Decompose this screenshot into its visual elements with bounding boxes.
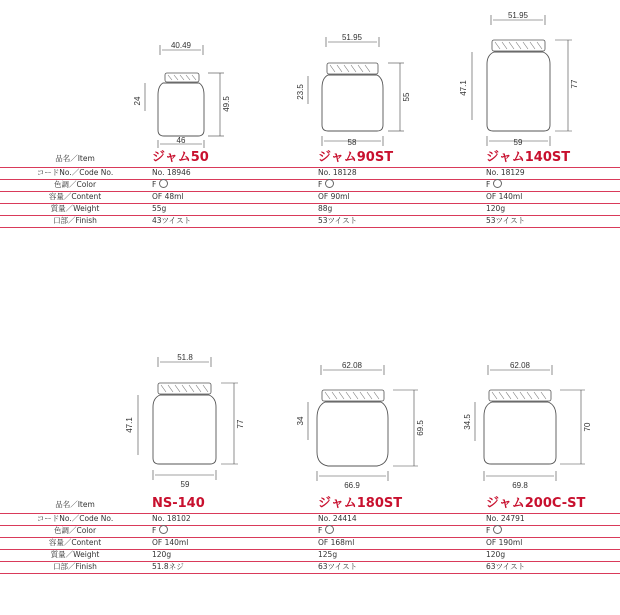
finish-value: 53ツイスト: [486, 216, 526, 225]
color-swatch-icon: [325, 525, 334, 534]
jar-drawing-jam180st: [296, 361, 425, 490]
content-value: OF 190ml: [486, 538, 523, 547]
dim-bottom-label: 58: [347, 138, 357, 147]
spec-row-content: [0, 537, 620, 549]
dim-left-label: 34: [296, 416, 305, 426]
color-value: F: [318, 180, 323, 189]
dim-bottom-label: 59: [513, 138, 523, 147]
jar-drawing-jam90st: [296, 33, 411, 147]
product-name: ジャム50: [152, 150, 209, 165]
product-name: ジャム90ST: [318, 150, 394, 165]
spec-row-finish: [0, 215, 620, 227]
dim-bottom-label: 69.8: [512, 481, 528, 490]
color-value: F: [318, 526, 323, 535]
dim-top-label: 40.49: [170, 41, 192, 50]
spec-row-item: [0, 496, 620, 511]
label-color: 色調／Color: [53, 526, 97, 535]
label-weight: 質量／Weight: [50, 204, 100, 213]
dim-right-label: 77: [236, 419, 245, 429]
product-name: ジャム200C-ST: [486, 496, 586, 511]
code-value: No. 18946: [152, 168, 191, 177]
color-value: F: [152, 526, 157, 535]
content-value: OF 168ml: [318, 538, 355, 547]
dim-left-label: 34.5: [463, 414, 472, 430]
weight-value: 88g: [318, 204, 333, 213]
weight-value: 120g: [486, 204, 506, 213]
weight-value: 120g: [486, 550, 506, 559]
jar-drawings-top: [0, 0, 620, 160]
dim-top-label: 51.95: [507, 11, 529, 20]
color-value: F: [486, 180, 491, 189]
jar-drawings-bottom: [0, 340, 620, 500]
dim-right-label: 55: [402, 92, 411, 102]
color-swatch-icon: [159, 179, 168, 188]
dim-left-label: 47.1: [459, 80, 468, 96]
finish-value: 51.8ネジ: [152, 562, 184, 571]
color-value: F: [152, 180, 157, 189]
dim-right-label: 70: [583, 422, 592, 432]
finish-value: 53ツイスト: [318, 216, 358, 225]
label-finish: 口部／Finish: [53, 562, 97, 571]
spec-row-color: [0, 179, 620, 191]
jar-drawing-jam50: [133, 41, 231, 148]
dim-bottom-label: 66.9: [344, 481, 360, 490]
product-block-bottom: [0, 340, 620, 615]
label-content: 容量／Content: [48, 192, 102, 201]
dim-right-label: 77: [570, 79, 579, 89]
dim-left-label: 47.1: [125, 417, 134, 433]
spec-row-finish: [0, 561, 620, 573]
color-swatch-icon: [325, 179, 334, 188]
label-color: 色調／Color: [53, 180, 97, 189]
weight-value: 55g: [152, 204, 167, 213]
spec-row-content: [0, 191, 620, 203]
dim-bottom-label: 59: [180, 480, 190, 489]
label-item: 品名／Item: [55, 154, 95, 163]
spec-row-color: [0, 525, 620, 537]
dim-top-label: 51.95: [341, 33, 363, 42]
color-swatch-icon: [493, 525, 502, 534]
weight-value: 120g: [152, 550, 172, 559]
dim-top-label: 62.08: [341, 361, 363, 370]
code-value: No. 18102: [152, 514, 191, 523]
product-name: NS-140: [152, 496, 205, 511]
color-value: F: [486, 526, 491, 535]
dim-top-label: 51.8: [177, 353, 193, 362]
finish-value: 43ツイスト: [152, 216, 192, 225]
dim-top-label: 62.08: [509, 361, 531, 370]
spec-row-code: [0, 513, 620, 525]
label-code: コードNo.／Code No.: [36, 168, 114, 177]
color-swatch-icon: [159, 525, 168, 534]
label-weight: 質量／Weight: [50, 550, 100, 559]
weight-value: 125g: [318, 550, 338, 559]
content-value: OF 48ml: [152, 192, 184, 201]
color-swatch-icon: [493, 179, 502, 188]
code-value: No. 18129: [486, 168, 525, 177]
label-content: 容量／Content: [48, 538, 102, 547]
dim-left-label: 24: [133, 96, 142, 106]
product-name: ジャム140ST: [486, 150, 571, 165]
jar-drawing-jam140st: [459, 11, 579, 147]
dim-right-label: 69.5: [416, 420, 425, 436]
spec-row-code: [0, 167, 620, 179]
dim-left-label: 23.5: [296, 84, 305, 100]
dim-right-label: 49.5: [222, 96, 231, 112]
finish-value: 63ツイスト: [486, 562, 526, 571]
code-value: No. 18128: [318, 168, 357, 177]
content-value: OF 140ml: [486, 192, 523, 201]
dim-bottom-label: 46: [176, 136, 186, 145]
product-block-top: [0, 0, 620, 240]
code-value: No. 24414: [318, 514, 357, 523]
code-value: No. 24791: [486, 514, 525, 523]
spec-row-item: [0, 150, 620, 165]
content-value: OF 140ml: [152, 538, 189, 547]
label-item: 品名／Item: [55, 500, 95, 509]
spec-row-weight: [0, 203, 620, 215]
finish-value: 63ツイスト: [318, 562, 358, 571]
label-finish: 口部／Finish: [53, 216, 97, 225]
product-name: ジャム180ST: [318, 496, 403, 511]
content-value: OF 90ml: [318, 192, 350, 201]
label-code: コードNo.／Code No.: [36, 514, 114, 523]
spec-row-weight: [0, 549, 620, 561]
jar-drawing-ns140: [125, 353, 245, 489]
jar-drawing-jam200cst: [463, 361, 592, 490]
